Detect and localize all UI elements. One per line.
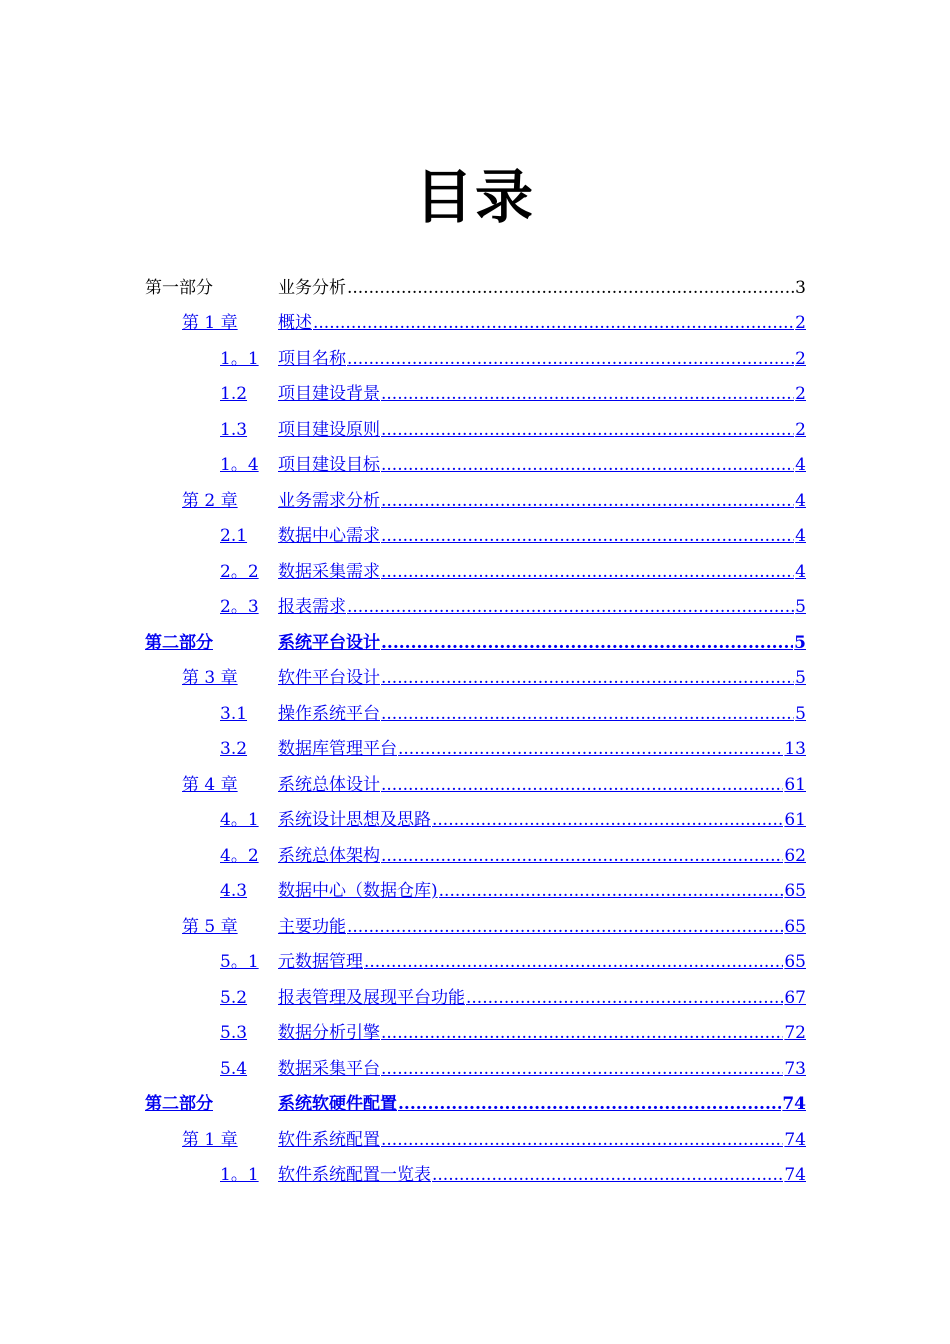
toc-entry-page-number: 5 — [795, 703, 806, 724]
toc-entry-label: 业务需求分析 — [278, 490, 380, 511]
toc-dot-leader — [432, 810, 783, 830]
toc-entry[interactable] — [145, 625, 806, 661]
toc-dot-leader — [381, 1059, 783, 1079]
toc-dot-leader — [347, 917, 783, 937]
toc-entry-page-number: 5 — [794, 632, 806, 653]
toc-entry[interactable] — [145, 803, 806, 839]
toc-dot-leader — [381, 420, 794, 440]
toc-entry[interactable] — [145, 377, 806, 413]
toc-entry-number: 1。1 — [220, 1165, 259, 1186]
toc-entry-number: 第二部分 — [145, 1094, 213, 1115]
toc-entry-number: 第二部分 — [145, 632, 213, 653]
toc-entry[interactable] — [145, 448, 806, 484]
toc-entry-label: 数据中心需求 — [278, 526, 380, 547]
toc-dot-leader — [364, 952, 783, 972]
toc-entry-number: 2.1 — [220, 526, 248, 547]
toc-entry-label: 数据分析引擎 — [278, 1023, 380, 1044]
toc-entry-number: 5.2 — [220, 987, 248, 1008]
toc-entry[interactable] — [145, 554, 806, 590]
toc-entry-label: 软件系统配置一览表 — [278, 1165, 431, 1186]
toc-entry-label: 软件系统配置 — [278, 1129, 380, 1150]
toc-entry[interactable] — [145, 1087, 806, 1123]
toc-dot-leader — [381, 846, 783, 866]
toc-entry[interactable] — [145, 590, 806, 626]
toc-entry-page-number: 2 — [795, 348, 806, 369]
toc-entry-label: 数据库管理平台 — [278, 739, 397, 760]
toc-entry-page-number: 2 — [795, 384, 806, 405]
toc-entry-label: 系统总体设计 — [278, 774, 380, 795]
toc-entry[interactable] — [145, 341, 806, 377]
toc-entry-page-number: 73 — [784, 1058, 806, 1079]
toc-entry-number: 1。1 — [220, 348, 259, 369]
toc-dot-leader — [347, 278, 794, 298]
toc-entry-page-number: 4 — [795, 490, 806, 511]
toc-entry-number: 第 1 章 — [182, 313, 238, 334]
toc-entry-label: 项目建设目标 — [278, 455, 380, 476]
toc-dot-leader — [398, 1094, 781, 1114]
toc-entry-page-number: 2 — [795, 313, 806, 334]
toc-entry[interactable] — [145, 838, 806, 874]
toc-entry-page-number: 3 — [795, 277, 806, 298]
toc-entry-number: 第 2 章 — [182, 490, 238, 511]
toc-dot-leader — [381, 455, 794, 475]
toc-entry-page-number: 74 — [782, 1094, 806, 1115]
toc-entry[interactable] — [145, 306, 806, 342]
toc-entry[interactable] — [145, 1122, 806, 1158]
toc-entry-number: 4.3 — [220, 881, 248, 902]
toc-entry[interactable] — [145, 767, 806, 803]
toc-entry-page-number: 2 — [795, 419, 806, 440]
toc-entry-page-number: 65 — [784, 952, 806, 973]
toc-entry[interactable] — [145, 732, 806, 768]
toc-entry-number: 第 1 章 — [182, 1129, 238, 1150]
toc-entry-label: 项目建设背景 — [278, 384, 380, 405]
toc-entry-page-number: 61 — [784, 810, 806, 831]
toc-entry-page-number: 61 — [784, 774, 806, 795]
toc-entry-page-number: 4 — [795, 561, 806, 582]
toc-entry-number: 第 3 章 — [182, 668, 238, 689]
toc-entry[interactable] — [145, 909, 806, 945]
toc-entry-label: 报表需求 — [278, 597, 346, 618]
toc-entry-label: 数据中心（数据仓库) — [278, 881, 438, 902]
toc-entry-page-number: 72 — [784, 1023, 806, 1044]
toc-entry-number: 5。1 — [220, 952, 259, 973]
toc-entry-page-number: 67 — [784, 987, 806, 1008]
toc-dot-leader — [381, 526, 794, 546]
toc-entry[interactable] — [145, 412, 806, 448]
toc-entry-number: 5.3 — [220, 1023, 248, 1044]
toc-entry[interactable] — [145, 661, 806, 697]
toc-entry-page-number: 74 — [784, 1129, 806, 1150]
toc-entry[interactable] — [145, 1016, 806, 1052]
toc-entry-page-number: 65 — [784, 916, 806, 937]
toc-entry-number: 1.2 — [220, 384, 248, 405]
toc-dot-leader — [432, 1165, 783, 1185]
table-of-contents — [145, 270, 806, 1193]
toc-dot-leader — [439, 881, 784, 901]
toc-entry-page-number: 62 — [784, 845, 806, 866]
toc-entry-label: 元数据管理 — [278, 952, 363, 973]
toc-entry[interactable] — [145, 874, 806, 910]
toc-dot-leader — [381, 668, 794, 688]
toc-dot-leader — [381, 633, 793, 653]
toc-dot-leader — [466, 988, 783, 1008]
toc-entry-page-number: 4 — [795, 526, 806, 547]
toc-entry-number: 5.4 — [220, 1058, 248, 1079]
toc-dot-leader — [381, 704, 794, 724]
toc-entry[interactable] — [145, 1158, 806, 1194]
toc-entry-number: 1.3 — [220, 419, 248, 440]
page-title: 目录 — [414, 163, 535, 231]
toc-entry-number: 3.1 — [220, 703, 248, 724]
toc-dot-leader — [381, 1130, 783, 1150]
toc-entry[interactable] — [145, 945, 806, 981]
toc-entry — [145, 270, 806, 306]
toc-entry-number: 第 5 章 — [182, 916, 238, 937]
toc-entry-page-number: 4 — [795, 455, 806, 476]
toc-entry-page-number: 5 — [795, 668, 806, 689]
toc-dot-leader — [381, 562, 794, 582]
toc-entry-number: 4。1 — [220, 810, 259, 831]
toc-entry-label: 系统设计思想及思路 — [278, 810, 431, 831]
toc-dot-leader — [381, 1023, 783, 1043]
toc-entry-page-number: 65 — [784, 881, 806, 902]
toc-entry[interactable] — [145, 696, 806, 732]
toc-entry-number: 第 4 章 — [182, 774, 238, 795]
toc-entry[interactable] — [145, 980, 806, 1016]
toc-entry[interactable] — [145, 483, 806, 519]
toc-entry-number: 3.2 — [220, 739, 248, 760]
toc-dot-leader — [381, 491, 794, 511]
toc-entry-label: 数据采集平台 — [278, 1058, 380, 1079]
toc-entry-page-number: 74 — [784, 1165, 806, 1186]
toc-entry-number: 第一部分 — [145, 277, 213, 298]
toc-entry-number: 4。2 — [220, 845, 259, 866]
toc-entry-label: 软件平台设计 — [278, 668, 380, 689]
toc-entry-label: 系统总体架构 — [278, 845, 380, 866]
toc-dot-leader — [313, 313, 794, 333]
toc-dot-leader — [347, 597, 794, 617]
toc-entry-label: 概述 — [278, 313, 312, 334]
toc-entry-number: 2。2 — [220, 561, 259, 582]
toc-entry-number: 2。3 — [220, 597, 259, 618]
toc-entry-label: 报表管理及展现平台功能 — [278, 987, 465, 1008]
toc-entry[interactable] — [145, 519, 806, 555]
toc-entry-label: 系统平台设计 — [278, 632, 380, 653]
toc-dot-leader — [381, 775, 783, 795]
toc-dot-leader — [347, 349, 794, 369]
toc-entry-page-number: 13 — [784, 739, 806, 760]
toc-entry-label: 项目建设原则 — [278, 419, 380, 440]
toc-dot-leader — [381, 384, 794, 404]
toc-dot-leader — [398, 739, 783, 759]
toc-entry-label: 主要功能 — [278, 916, 346, 937]
toc-entry[interactable] — [145, 1051, 806, 1087]
toc-entry-label: 数据采集需求 — [278, 561, 380, 582]
toc-entry-label: 业务分析 — [278, 277, 346, 298]
toc-entry-page-number: 5 — [795, 597, 806, 618]
toc-entry-number: 1。4 — [220, 455, 259, 476]
toc-entry-label: 操作系统平台 — [278, 703, 380, 724]
toc-entry-label: 项目名称 — [278, 348, 346, 369]
toc-entry-label: 系统软硬件配置 — [278, 1094, 397, 1115]
